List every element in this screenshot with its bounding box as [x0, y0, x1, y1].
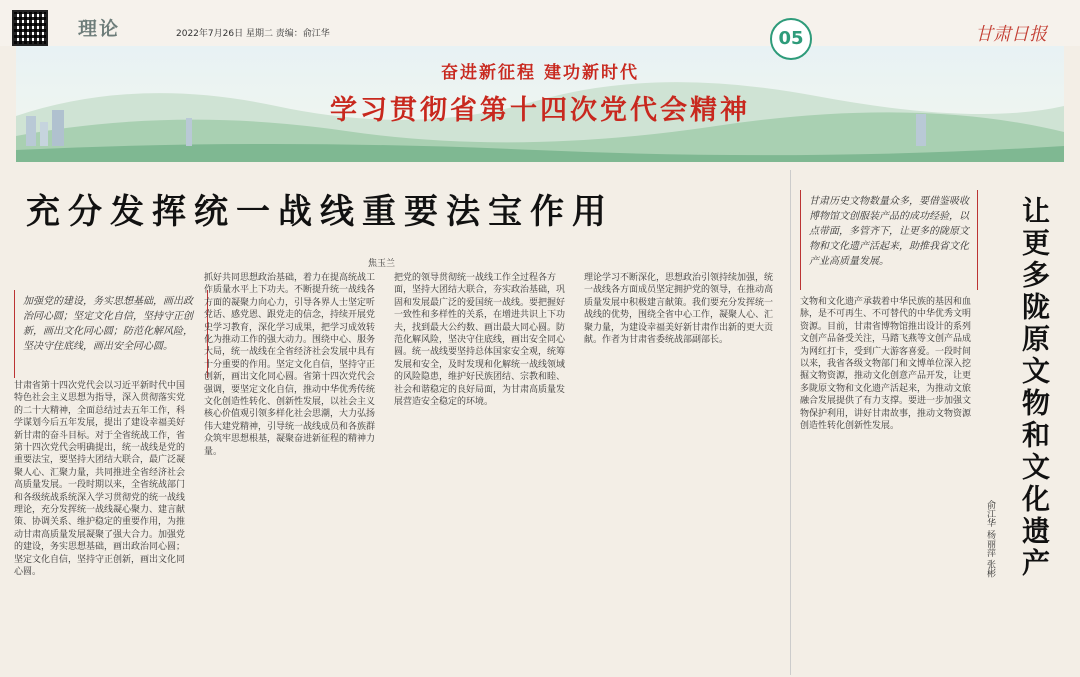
page-number: 05: [770, 18, 812, 60]
article-column-3: 把党的领导贯彻统一战线工作全过程各方面，坚持大团结大联合，夯实政治基础，巩固和发展最广泛的爱国统一战线。要把握好一致性和多样性的关系，在增进共识上下功夫，找到最大公约数、画出最大同心圆。防范化解风险，坚决守住底线，画出安全同心圆。统一战线要坚持总体国家安全观，统筹发展和安全，及时发现和化解统一战线领域的风险隐患，维护好民族团结、宗教和睦、社会和谐稳定的良好局面，为甘肃高质量发展营造安全稳定的环境。: [394, 273, 566, 408]
dateline: 2022年7月26日 星期二 责编：俞江华: [176, 29, 330, 39]
article-column-4: 理论学习不断深化，思想政治引领持续加强，统一战线各方面成员坚定拥护党的领导，在推动高质量发展中积极建言献策。我们要充分发挥统一战线的优势，围绕全省中心工作，凝聚人心、汇聚力量，为建设幸福美好新甘肃作出新的更大贡献。作者为甘肃省委统战部副部长。: [584, 273, 774, 346]
article-headline: 充分发挥统一战线重要法宝作用: [26, 192, 614, 232]
article-author: 焦玉兰: [368, 259, 396, 269]
article-pullquote: 加强党的建设，务实思想基础，画出政治同心圆；坚定文化自信，坚持守正创新，画出文化同心圆；防范化解风险，坚决守住底线，画出安全同心圆。: [14, 290, 208, 378]
theme-banner: [16, 46, 1064, 162]
sidebar-article-text: 文物和文化遗产承载着中华民族的基因和血脉，是不可再生、不可替代的中华优秀文明资源。目前，甘肃省博物馆推出设计的系列文创产品备受关注，马踏飞燕等文创产品成为网红打卡，受到广大游客喜爱。一段时间以来，我省各级文物部门和文博单位深入挖掘文物资源，推动文化创意产品开发，让更多陇原文物和文化遗产活起来，为推动文旅融合发展提供了有力支撑。要进一步加强文物保护利用，讲好甘肃故事，推动文物资源创造性转化创新性发展。: [800, 297, 972, 432]
article-column-1: 甘肃省第十四次党代会以习近平新时代中国特色社会主义思想为指导，深入贯彻落实党的二十大精神，全面总结过去五年工作，科学谋划今后五年发展，提出了建设幸福美好新甘肃的奋斗目标。对于全省统战工作，省第十四次党代会明确提出，统一战线是党的重要法宝，要坚持大团结大联合，最广泛凝聚人心、汇聚力量，共同推进全省经济社会高质量发展。一段时期以来，全省统战部门和各级统战系统深入学习贯彻党的统一战线理论，充分发挥统一战线凝心聚力、建言献策、协调关系、维护稳定的重要作用，为推动甘肃高质量发展凝聚了强大合力。加强党的建设，务实思想基础，画出政治同心圆；坚定文化自信，坚持守正创新，画出文化同心圆。: [14, 381, 186, 578]
qr-code: [12, 10, 48, 46]
banner-subtitle: 奋进新征程 建功新时代: [441, 63, 639, 83]
page-header: [0, 0, 1080, 46]
sidebar-headline: 让更多陇原文物和文化遗产: [1018, 196, 1051, 580]
section-title: 理论: [78, 18, 121, 40]
sidebar-author: 俞江华 杨丽萍 张彬: [985, 500, 995, 578]
column-divider: [790, 170, 791, 675]
banner-title: 学习贯彻省第十四次党代会精神: [330, 95, 750, 126]
sidebar-pullquote: 甘肃历史文物数量众多，要借鉴吸收博物馆文创服装产品的成功经验，以点带面，多管齐下，让更多的陇原文物和文化遗产活起来，助推我省文化产业高质量发展。: [800, 190, 978, 290]
article-column-2: 抓好共同思想政治基础，着力在提高统战工作质量水平上下功夫。不断提升统一战线各方面的凝聚力向心力，引导各界人士坚定听党话、感党恩、跟党走的信念，持续开展党史学习教育，深化学习成果，把学习成效转化为推动工作的强大动力。围绕中心、服务大局，统一战线在全省经济社会发展中具有十分重要的作用。坚定文化自信，坚持守正创新，画出文化同心圆。省第十四次党代会强调，要坚定文化自信，推动中华优秀传统文化创造性转化、创新性发展，以社会主义核心价值观引领多样化社会思潮，大力弘扬伟大建党精神，引导统一战线成员和各族群众筑牢思想根基，凝聚奋进新征程的精神力量。: [204, 273, 376, 457]
newspaper-masthead: 甘肃日报: [975, 24, 1047, 45]
